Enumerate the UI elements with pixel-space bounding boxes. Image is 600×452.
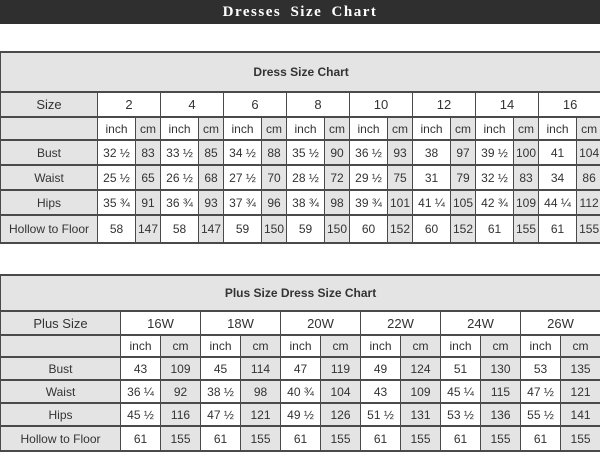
unit-inch-cell: inch [350,117,388,140]
table-cell: 150 [262,215,287,243]
table-cell: 27 ½ [224,165,262,190]
table-cell: 33 ½ [161,140,199,165]
table-cell: 100 [514,140,539,165]
table-cell: 47 ½ [521,380,561,403]
table-cell: 119 [321,357,361,380]
table-cell: 39 ¾ [350,190,388,215]
size-cell: 20W [281,311,361,335]
table-cell: 155 [161,426,201,451]
unit-row-spacer [1,335,121,357]
table-cell: 75 [388,165,413,190]
row-label: Waist [1,165,98,190]
table-row-waist [1,380,600,403]
table-cell: 121 [241,403,281,426]
table-cell: 61 [281,426,321,451]
table-cell: 31 [413,165,451,190]
unit-cm-cell: cm [321,335,361,357]
table-cell: 109 [401,380,441,403]
page-title: Dresses Size Chart [223,4,378,21]
table-cell: 93 [388,140,413,165]
table-cell: 39 ½ [476,140,514,165]
table-cell: 61 [539,215,577,243]
size-cell: 8 [287,92,350,117]
row-label: Hips [1,403,121,426]
unit-inch-cell: inch [224,117,262,140]
unit-inch-cell: inch [413,117,451,140]
table-title: Plus Size Dress Size Chart [1,275,600,311]
unit-cm-cell: cm [325,117,350,140]
table-cell: 37 ¾ [224,190,262,215]
table-cell: 101 [388,190,413,215]
table-cell: 38 ¾ [287,190,325,215]
size-cell: 14 [476,92,539,117]
unit-cm-cell: cm [241,335,281,357]
unit-cm-cell: cm [136,117,161,140]
table-cell: 38 ½ [201,380,241,403]
table-cell: 79 [451,165,476,190]
table-cell: 135 [561,357,600,380]
table-cell: 141 [561,403,600,426]
table-cell: 155 [514,215,539,243]
unit-inch-cell: inch [121,335,161,357]
table-cell: 41 [539,140,577,165]
table-row-hollow-to-floor [1,215,600,243]
table-cell: 155 [321,426,361,451]
table-title-row [1,275,600,311]
row-label: Bust [1,140,98,165]
size-cell: 4 [161,92,224,117]
table-cell: 34 ½ [224,140,262,165]
size-header-row [1,92,600,117]
table-cell: 126 [321,403,361,426]
table-cell: 45 ¼ [441,380,481,403]
table-title-row [1,52,600,92]
unit-cm-cell: cm [451,117,476,140]
table-cell: 72 [325,165,350,190]
table-cell: 45 [201,357,241,380]
table-cell: 116 [161,403,201,426]
table-cell: 104 [577,140,600,165]
size-cell: 6 [224,92,287,117]
table-cell: 155 [241,426,281,451]
table-row-hips [1,403,600,426]
unit-inch-cell: inch [281,335,321,357]
unit-inch-cell: inch [476,117,514,140]
table-cell: 35 ½ [287,140,325,165]
table-cell: 47 ½ [201,403,241,426]
table-cell: 53 [521,357,561,380]
table-cell: 83 [514,165,539,190]
table-cell: 34 [539,165,577,190]
table-cell: 147 [136,215,161,243]
unit-cm-cell: cm [577,117,600,140]
unit-inch-cell: inch [161,117,199,140]
table-row-bust [1,140,600,165]
table-cell: 60 [413,215,451,243]
table-cell: 60 [350,215,388,243]
table-cell: 65 [136,165,161,190]
table-cell: 61 [201,426,241,451]
table-cell: 124 [401,357,441,380]
size-cell: 24W [441,311,521,335]
size-row-label: Size [1,92,98,117]
table-cell: 152 [388,215,413,243]
unit-inch-cell: inch [98,117,136,140]
table-cell: 96 [262,190,287,215]
size-cell: 16W [121,311,201,335]
size-cell: 2 [98,92,161,117]
table-row-hips [1,190,600,215]
table-cell: 36 ½ [350,140,388,165]
unit-cm-cell: cm [401,335,441,357]
table-cell: 155 [481,426,521,451]
unit-inch-cell: inch [361,335,401,357]
unit-cm-cell: cm [199,117,224,140]
unit-inch-cell: inch [441,335,481,357]
table-title: Dress Size Chart [1,52,600,92]
size-cell: 18W [201,311,281,335]
table-cell: 29 ½ [350,165,388,190]
table-cell: 55 ½ [521,403,561,426]
table-cell: 35 ¾ [98,190,136,215]
table-cell: 112 [577,190,600,215]
unit-inch-cell: inch [287,117,325,140]
table-cell: 36 ¾ [161,190,199,215]
table-cell: 53 ½ [441,403,481,426]
row-label: Waist [1,380,121,403]
table-cell: 61 [441,426,481,451]
unit-cm-cell: cm [561,335,600,357]
table-cell: 28 ½ [287,165,325,190]
table-cell: 90 [325,140,350,165]
table-cell: 98 [241,380,281,403]
table-cell: 155 [401,426,441,451]
table-cell: 155 [561,426,600,451]
table-cell: 114 [241,357,281,380]
table-cell: 43 [121,357,161,380]
table-cell: 40 ¾ [281,380,321,403]
plus-size-chart-table [0,274,600,452]
unit-inch-cell: inch [521,335,561,357]
table-cell: 131 [401,403,441,426]
table-cell: 86 [577,165,600,190]
table-cell: 130 [481,357,521,380]
table-cell: 43 [361,380,401,403]
table-row-hollow-to-floor [1,426,600,451]
size-cell: 22W [361,311,441,335]
unit-cm-cell: cm [161,335,201,357]
table-cell: 61 [361,426,401,451]
table-cell: 51 ½ [361,403,401,426]
table-cell: 61 [476,215,514,243]
size-cell: 10 [350,92,413,117]
row-label: Hips [1,190,98,215]
title-bar [0,0,600,24]
size-row-label: Plus Size [1,311,121,335]
table-cell: 109 [161,357,201,380]
table-row-bust [1,357,600,380]
size-cell: 16 [539,92,600,117]
table-cell: 93 [199,190,224,215]
table-cell: 155 [577,215,600,243]
unit-header-row [1,117,600,140]
table-cell: 32 ½ [98,140,136,165]
size-cell: 12 [413,92,476,117]
table-row-waist [1,165,600,190]
table-cell: 36 ¼ [121,380,161,403]
table-cell: 42 ¾ [476,190,514,215]
unit-header-row [1,335,600,357]
table-cell: 109 [514,190,539,215]
table-cell: 104 [321,380,361,403]
dress-size-chart-table [0,51,600,244]
table-cell: 150 [325,215,350,243]
table-cell: 49 [361,357,401,380]
size-cell: 26W [521,311,600,335]
table-cell: 58 [161,215,199,243]
unit-cm-cell: cm [514,117,539,140]
row-label: Hollow to Floor [1,426,121,451]
table-cell: 32 ½ [476,165,514,190]
table-cell: 92 [161,380,201,403]
table-cell: 115 [481,380,521,403]
table-cell: 25 ½ [98,165,136,190]
table-cell: 88 [262,140,287,165]
table-cell: 68 [199,165,224,190]
table-cell: 97 [451,140,476,165]
table-cell: 26 ½ [161,165,199,190]
table-cell: 47 [281,357,321,380]
row-label: Bust [1,357,121,380]
table-cell: 121 [561,380,600,403]
unit-row-spacer [1,117,98,140]
table-cell: 136 [481,403,521,426]
size-header-row [1,311,600,335]
unit-cm-cell: cm [481,335,521,357]
unit-cm-cell: cm [388,117,413,140]
table-cell: 45 ½ [121,403,161,426]
table-cell: 49 ½ [281,403,321,426]
table-cell: 147 [199,215,224,243]
table-cell: 83 [136,140,161,165]
table-cell: 51 [441,357,481,380]
table-cell: 91 [136,190,161,215]
table-cell: 41 ¼ [413,190,451,215]
table-cell: 70 [262,165,287,190]
table-cell: 98 [325,190,350,215]
table-cell: 85 [199,140,224,165]
table-cell: 59 [287,215,325,243]
table-cell: 152 [451,215,476,243]
table-cell: 59 [224,215,262,243]
table-cell: 61 [521,426,561,451]
unit-inch-cell: inch [201,335,241,357]
row-label: Hollow to Floor [1,215,98,243]
unit-cm-cell: cm [262,117,287,140]
table-cell: 105 [451,190,476,215]
table-cell: 38 [413,140,451,165]
table-cell: 58 [98,215,136,243]
table-cell: 44 ¼ [539,190,577,215]
unit-inch-cell: inch [539,117,577,140]
table-cell: 61 [121,426,161,451]
